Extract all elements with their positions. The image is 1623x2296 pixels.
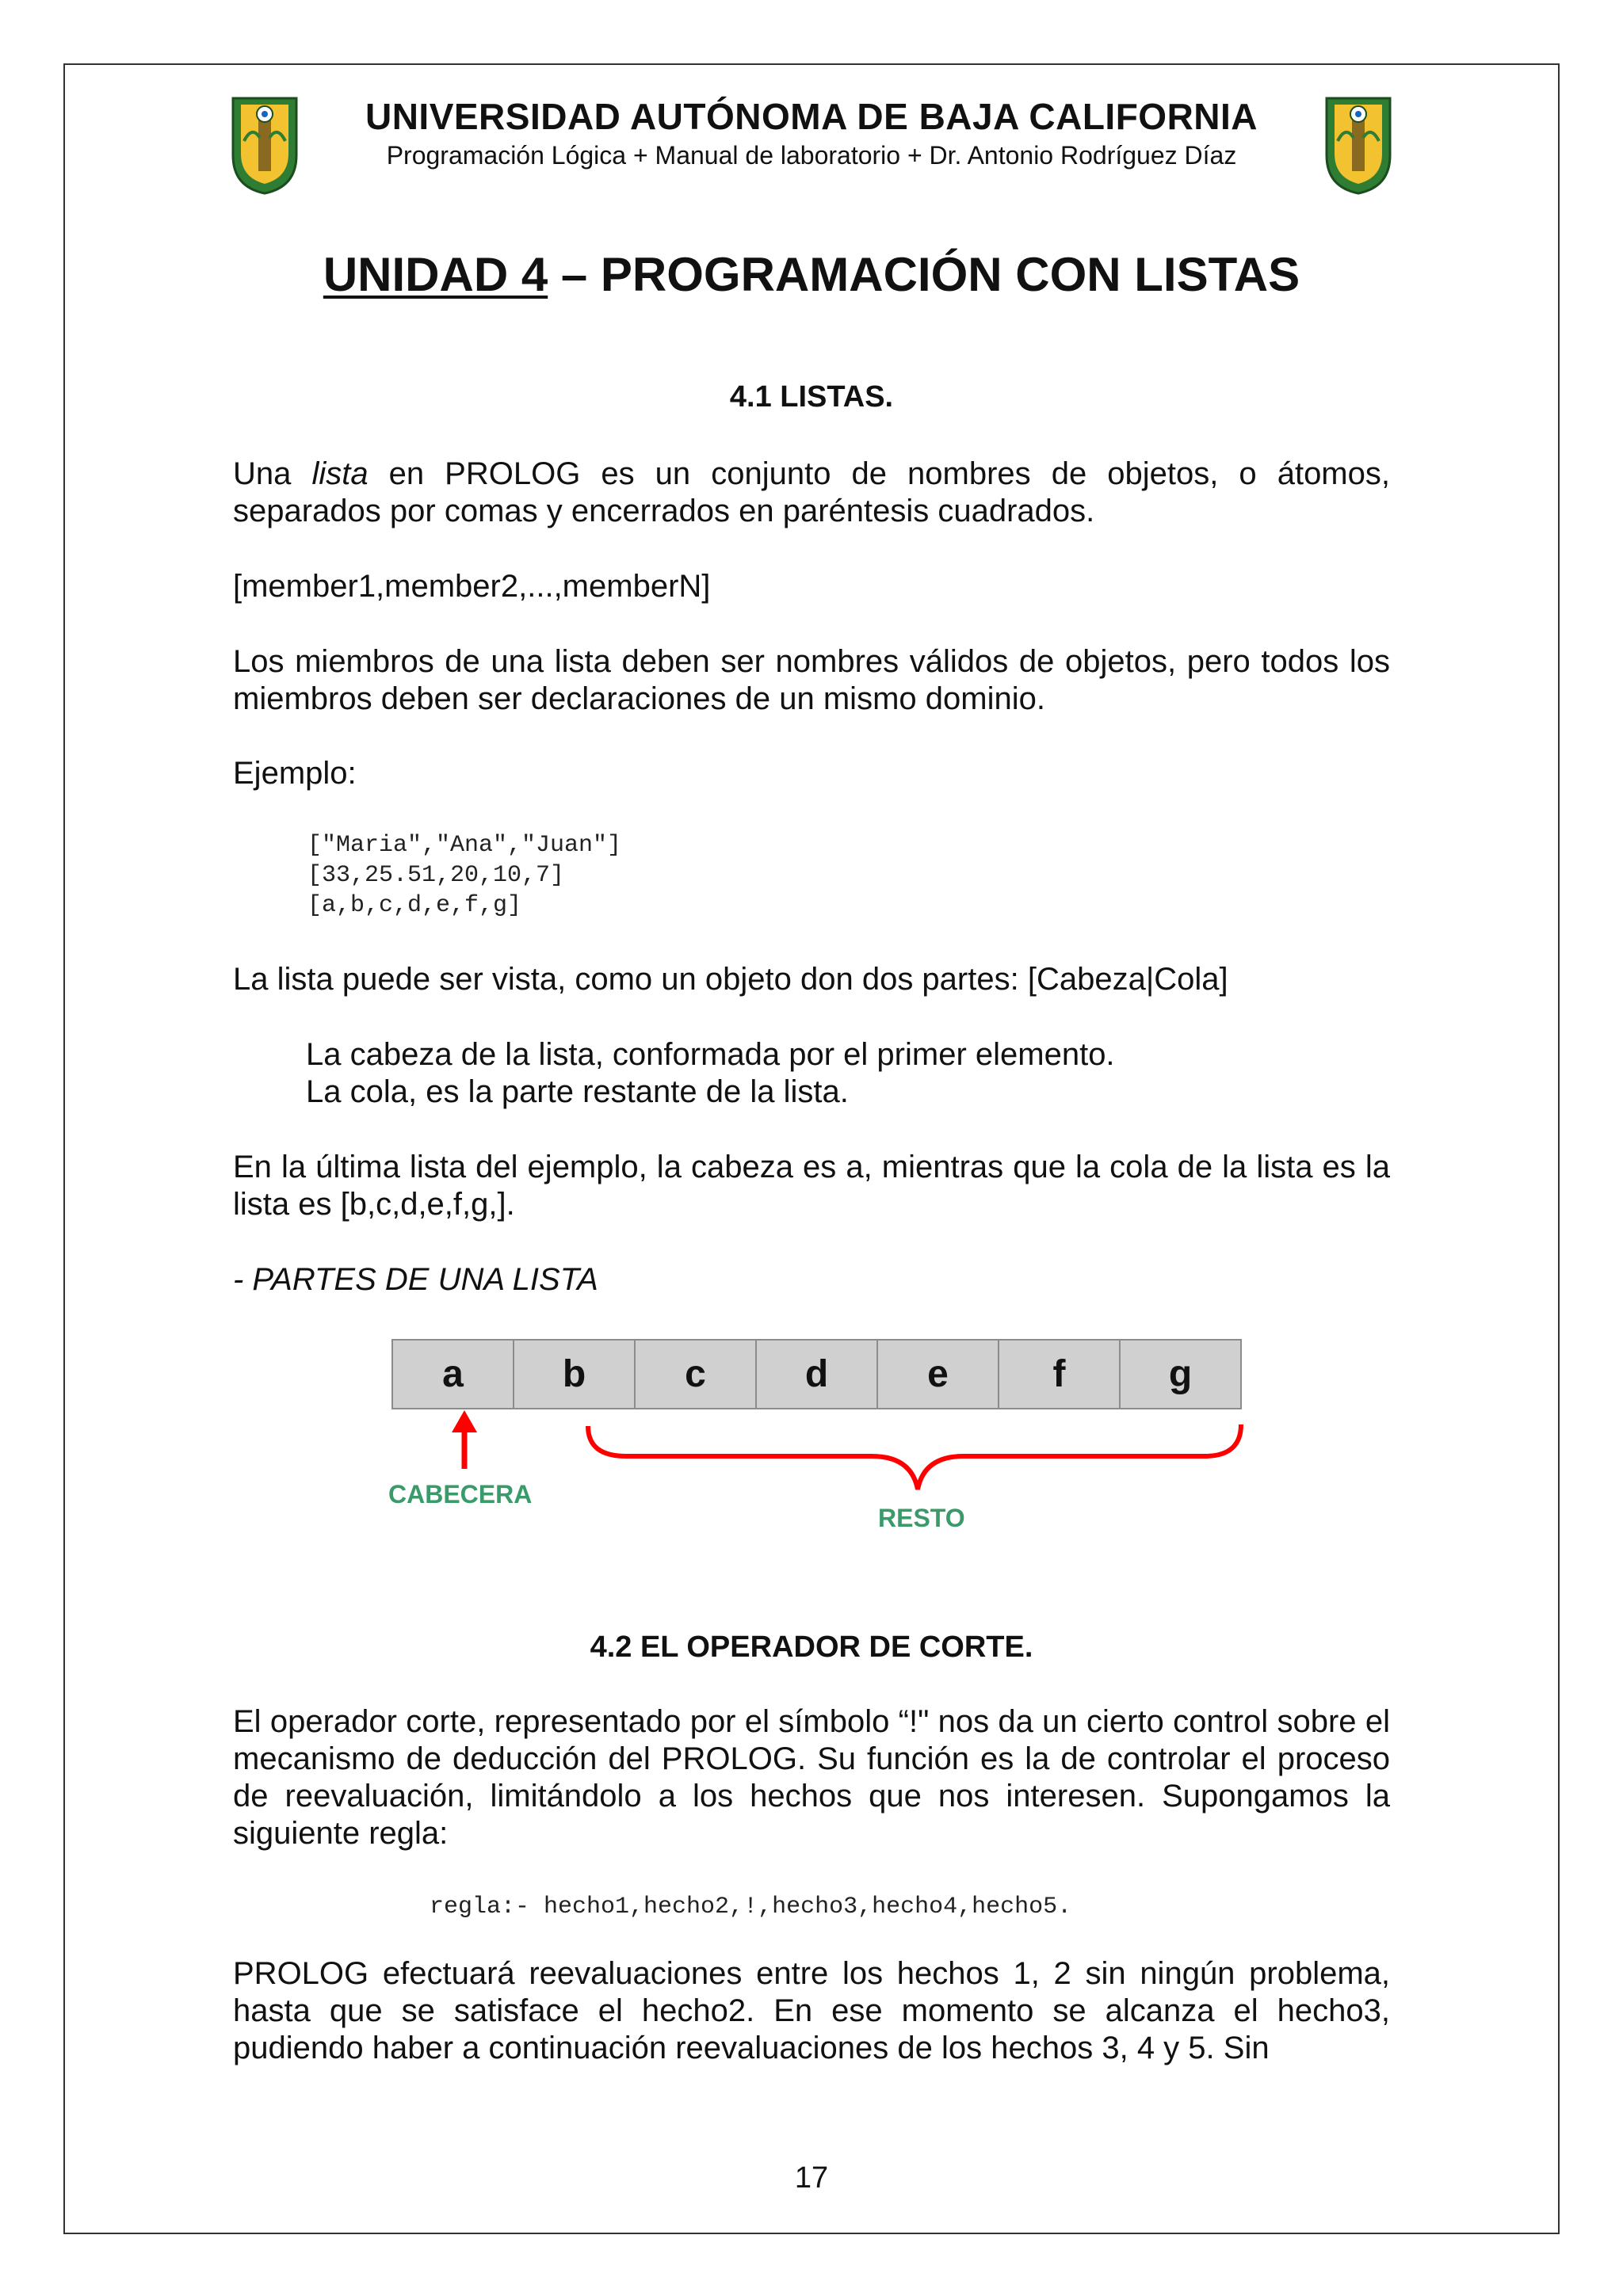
list-cell: b <box>513 1339 636 1409</box>
code-example: ["Maria","Ana","Juan"] <box>307 832 622 859</box>
code-rule: regla:- hecho1,hecho2,!,hecho3,hecho4,hecho5. <box>430 1894 1072 1920</box>
paragraph: PROLOG efectuará reevaluaciones entre los hechos 1, 2 sin ningún problema, hasta que se satisface el hecho2. En ese momento se alcanza el hecho3, pudiendo haber a continuación reevaluaciones de los hechos 3, 4 y 5. Sin <box>233 1956 1390 2065</box>
text-span: en PROLOG es un conjunto de nombres de objetos, o átomos, separados por comas y encerrados en paréntesis cuadrados. <box>233 456 1390 528</box>
emphasis-text: lista <box>311 456 369 491</box>
section-heading: 4.2 EL OPERADOR DE CORTE. <box>590 1630 1033 1664</box>
section-heading: 4.1 LISTAS. <box>729 380 894 414</box>
list-cell: c <box>634 1339 757 1409</box>
tail-description: La cola, es la parte restante de la lista. <box>306 1074 849 1109</box>
list-cell: d <box>755 1339 878 1409</box>
paragraph: La lista puede ser vista, como un objeto don dos partes: [Cabeza|Cola] <box>233 962 1228 997</box>
list-cell: a <box>391 1339 514 1409</box>
example-label: Ejemplo: <box>233 756 357 791</box>
page-number: 17 <box>794 2161 829 2195</box>
header-subtitle: Programación Lógica + Manual de laboratorio + Dr. Antonio Rodríguez Díaz <box>386 141 1237 170</box>
code-example: [a,b,c,d,e,f,g] <box>307 892 522 919</box>
unit-label: UNIDAD 4 <box>323 248 548 301</box>
list-cell: e <box>876 1339 999 1409</box>
head-label: CABECERA <box>388 1480 533 1508</box>
paragraph: El operador corte, representado por el símbolo “!" nos da un cierto control sobre el mecanismo de deducción del PROLOG. Su función es la de controlar el proceso de reevaluación, limitándolo a los hechos que nos interesen. Supongamos la siguiente regla: <box>233 1704 1390 1851</box>
paragraph: Los miembros de una lista deben ser nombres válidos de objetos, pero todos los miembros deben ser declaraciones de un mismo dominio. <box>233 644 1390 716</box>
list-syntax: [member1,member2,...,memberN] <box>233 569 711 604</box>
unit-title-rest: – PROGRAMACIÓN CON LISTAS <box>548 248 1300 301</box>
diagram-title: - PARTES DE UNA LISTA <box>233 1262 598 1297</box>
header-title: UNIVERSIDAD AUTÓNOMA DE BAJA CALIFORNIA <box>365 96 1258 137</box>
list-cell: g <box>1119 1339 1242 1409</box>
code-example: [33,25.51,20,10,7] <box>307 862 565 889</box>
tail-label: RESTO <box>878 1504 965 1532</box>
head-description: La cabeza de la lista, conformada por el primer elemento. <box>306 1037 1115 1072</box>
tail-brace-icon <box>588 1425 1241 1489</box>
head-arrow-icon <box>452 1410 477 1432</box>
text-span: Una <box>233 456 312 491</box>
paragraph: En la última lista del ejemplo, la cabeza es a, mientras que la cola de la lista es la lista es [b,c,d,e,f,g,]. <box>233 1150 1390 1222</box>
list-cell: f <box>998 1339 1121 1409</box>
